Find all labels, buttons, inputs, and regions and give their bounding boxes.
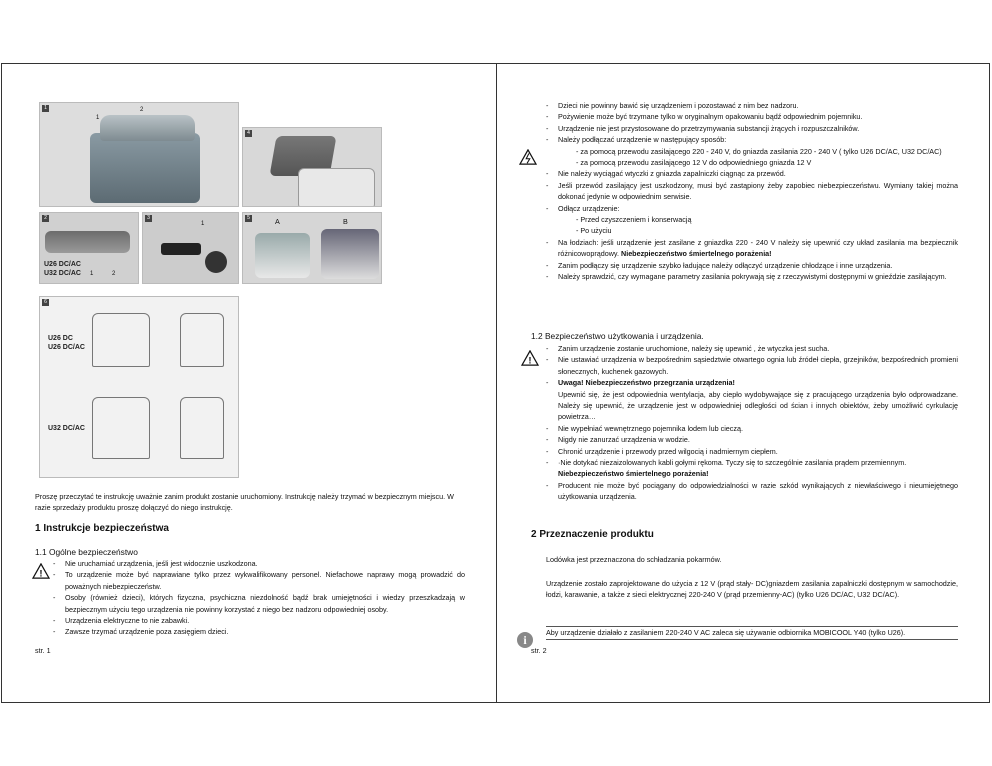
page-1	[1, 63, 497, 703]
svg-text:!: !	[528, 355, 532, 366]
shock-warning-line	[558, 468, 958, 479]
figure-number: 4	[245, 130, 252, 137]
page-number: str. 2	[531, 646, 547, 655]
list-subitem: - Po użyciu	[576, 226, 612, 236]
purpose-text-2: Urządzenie zostało zaprojektowane do użycia z 12 V (prąd stały- DC)gniazdem zasilania zapalniczki dostępnym w samochodzie, łodzi, karawanie, a także z sieci elektrycznej 220-240 V (prąd przemienny-AC) (tylko U26 DC/AC, U32 DC/AC).	[546, 579, 958, 599]
model-label-u26: U26 DC/AC	[44, 261, 81, 268]
list-item: - Zawsze trzymać urządzenie poza zasięgiem dzieci.	[65, 626, 465, 637]
label-1: 1	[201, 221, 205, 227]
label-a: A	[275, 217, 280, 226]
cooler-body	[298, 168, 375, 207]
usage-safety-list	[558, 343, 958, 503]
page-2	[496, 63, 990, 703]
plug-socket	[205, 251, 227, 273]
figure-number: 1	[42, 105, 49, 112]
label-2: 2	[140, 107, 144, 113]
cooler-body	[90, 133, 200, 203]
figure-6-dimensions	[39, 296, 239, 478]
boat-warning: Niebezpieczeństwo śmiertelnego porażenia!	[621, 249, 772, 259]
page-number: str. 1	[35, 646, 51, 655]
warning-icon	[32, 563, 50, 579]
list-item: - Zanim podłączy się urządzenie szybko ładujące należy odłączyć urządzenie chłodzące i inne urządzenia.	[558, 260, 958, 271]
figure-number: 2	[42, 215, 49, 222]
figure-1-cooler	[39, 102, 239, 207]
list-item: - Urządzenia elektryczne to nie zabawki.	[65, 615, 465, 626]
subsection-1-2-title: 1.2 Bezpieczeństwo użytkowania i urządzenia.	[531, 331, 704, 341]
drawing-side-top	[180, 313, 224, 367]
general-safety-list	[65, 558, 465, 638]
figure-2-cables	[39, 212, 139, 284]
intro-text: Proszę przeczytać te instrukcję uważnie zanim produkt zostanie uruchomiony. Instrukcję należy trzymać w bezpiecznym miejscu. W razie sprzedaży produktu proszę dołączyć do niego instrukcję.	[35, 492, 454, 512]
svg-text:!: !	[39, 568, 43, 579]
warning-icon	[521, 350, 539, 366]
electric-warning-icon	[519, 149, 537, 165]
list-item: - ·Nie dotykać niezaizolowanych kabli gołymi rękoma. Tyczy się to szczególnie zasilania prądem przemiennym.	[558, 457, 958, 468]
list-item: - Należy sprawdzić, czy wymagane parametry zasilania pokrywają się z rzeczywistymi dostępnymi w gnieździe zasilającym.	[558, 271, 958, 282]
drawing-front-bottom	[92, 397, 150, 459]
purpose-text-1: Lodówka jest przeznaczona do schładzania pokarmów.	[546, 555, 722, 564]
list-item: - Nie wypełniać wewnętrznego pojemnika lodem lub cieczą.	[558, 423, 958, 434]
cooler-b	[321, 229, 379, 279]
label-b: B	[343, 217, 348, 226]
section-1-title: 1 Instrukcje bezpieczeństwa	[35, 523, 169, 534]
model-label-u32dcac: U32 DC/AC	[48, 425, 85, 432]
label-2: 2	[112, 271, 116, 277]
heat-warning: Uwaga! Niebezpieczeństwo przegrzania urządzenia!	[558, 378, 735, 388]
list-subitem: - za pomocą przewodu zasilającego 220 - 240 V, do gniazda zasilania 220 - 240 V ( tylko U26 DC/AC, U32 DC/AC)	[576, 146, 942, 156]
list-item: - Producent nie może być pociągany do odpowiedzialności w razie szkód wynikających z niewłaściwego i nieumiejętnego użytkowania urządzenia.	[558, 480, 958, 503]
list-subitem: - Przed czyszczeniem i konserwacją	[576, 215, 692, 225]
figure-5-lid-positions	[242, 212, 382, 284]
figure-number: 3	[145, 215, 152, 222]
section-2-title: 2 Przeznaczenie produktu	[531, 529, 654, 540]
list-item: - Nigdy nie zanurzać urządzenia w wodzie.	[558, 434, 958, 445]
list-item: - Należy podłączać urządzenie w następujący sposób:	[558, 134, 958, 145]
subsection-1-1-title: 1.1 Ogólne bezpieczeństwo	[35, 547, 138, 557]
list-item: - Nie uruchamiać urządzenia, jeśli jest widocznie uszkodzona.	[65, 558, 465, 569]
list-item: - Chronić urządzenie i przewody przed wilgocią i nadmiernym ciepłem.	[558, 446, 958, 457]
label-1: 1	[90, 271, 94, 277]
safety-list-a	[558, 100, 958, 283]
list-item: - Nie ustawiać urządzenia w bezpośrednim sąsiedztwie otwartego ognia lub źródeł ciepła, grzejników, bezpośrednich promieni słonecznych, kuchenek gazowych.	[558, 354, 958, 377]
list-item: - Jeśli przewód zasilający jest uszkodzony, musi być zastąpiony żeby zapobiec niebezpieczeństwu. Wymiany takiej można dokonać jedynie w odpowiednim serwisie.	[558, 180, 958, 203]
boat-text: Na łodziach: jeśli urządzenie jest zasilane z gniazdka 220 - 240 V należy się upewnić czy układ zasilania ma bezpiecznik różnicowoprądowy.	[558, 237, 958, 259]
figure-number: 6	[42, 299, 49, 306]
info-note: Aby urządzenie działało z zasilaniem 220-240 V AC zaleca się używanie odbiornika MOBICOOL Y40 (tylko U26).	[546, 626, 958, 640]
list-item: - To urządzenie może być naprawiane tylko przez wykwalifikowany personel. Niefachowe naprawy mogą prowadzić do poważnych niebezpieczeństw.	[65, 569, 465, 592]
list-item: - Nie należy wyciągać wtyczki z gniazda zapalniczki ciągnąc za przewód.	[558, 168, 958, 179]
label-1: 1	[96, 115, 100, 121]
list-item-boats	[558, 237, 958, 260]
list-subitem: - za pomocą przewodu zasilającego 12 V do odpowiedniego gniazda 12 V	[576, 158, 812, 168]
figure-number: 5	[245, 215, 252, 222]
cooler-a	[255, 233, 310, 278]
cooler-side	[45, 231, 130, 253]
list-item: - Urządzenie nie jest przystosowane do przetrzymywania substancji żrących i rozpuszczalników.	[558, 123, 958, 134]
model-label-u26dcac: U26 DC/AC	[48, 344, 85, 351]
list-item: - Zanim urządzenie zostanie uruchomione, należy się upewnić , że wtyczka jest sucha.	[558, 343, 958, 354]
model-label-u32: U32 DC/AC	[44, 270, 81, 277]
drawing-side-bottom	[180, 397, 224, 459]
ventilation-text: Upewnić się, że jest odpowiednia wentylacja, aby ciepło wydobywające się z pracującego urządzenia było odprowadzane. Należy się upewnić, że urządzenie jest w odpowiedniej odległości od ścian i innych obiektów, żeby umożliwić cyrkulację powietrza…	[558, 389, 958, 422]
figure-4-cooler-open	[242, 127, 382, 207]
shock-warning: Niebezpieczeństwo śmiertelnego porażenia!	[558, 469, 709, 479]
info-icon: i	[517, 632, 533, 648]
plug-12v	[161, 243, 201, 255]
list-item: - Odłącz urządzenie:	[558, 203, 958, 214]
list-item-heat-warning	[558, 377, 958, 388]
list-item: - Pożywienie może być trzymane tylko w oryginalnym opakowaniu bądź odpowiednim pojemniku.	[558, 111, 958, 122]
model-label-u26dc: U26 DC	[48, 335, 73, 342]
cooler-lid	[100, 115, 195, 141]
list-item: - Dzieci nie powinny bawić się urządzeniem i pozostawać z nim bez nadzoru.	[558, 100, 958, 111]
drawing-front-top	[92, 313, 150, 367]
figure-3-plug	[142, 212, 239, 284]
list-item: - Osoby (również dzieci), których fizyczna, psychiczna niezdolność bądź brak umiejętności i wiedzy przeszkadzają w bezpiecznym użyciu tego urządzenia nie powinny korzystać z niego bez nadzoru odpowiedniej osoby.	[65, 592, 465, 615]
